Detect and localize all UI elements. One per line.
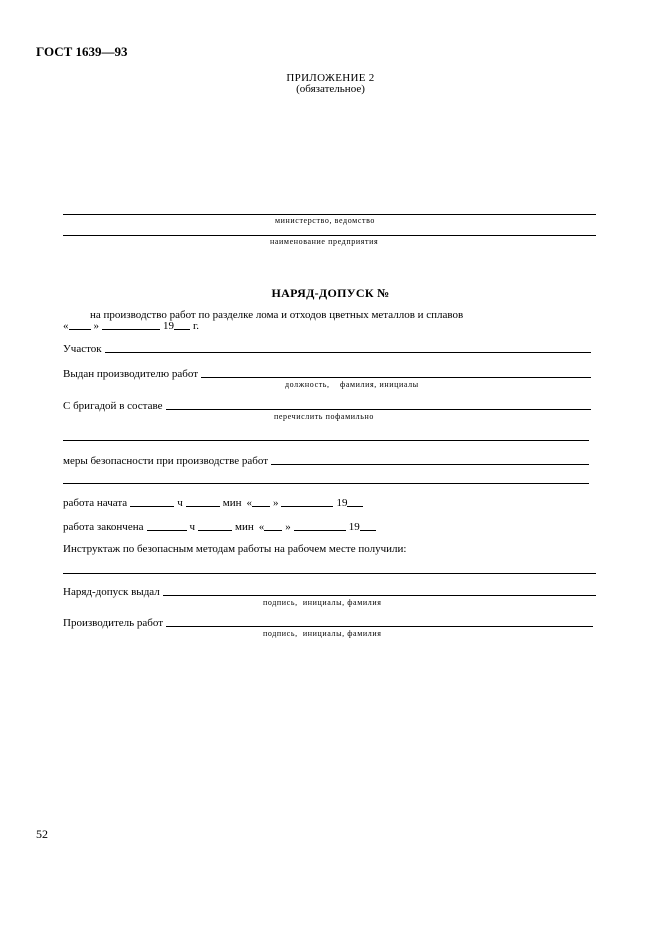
- issued-by-label: Наряд-допуск выдал: [63, 586, 160, 598]
- date-month-blank[interactable]: [102, 328, 160, 330]
- brigade-field: [63, 400, 591, 412]
- enterprise-caption: наименование предприятия: [270, 237, 379, 246]
- date-suffix: г.: [193, 320, 200, 332]
- work-started-field: [63, 497, 366, 509]
- enterprise-line: [63, 235, 596, 236]
- issued-to-input-line[interactable]: [201, 376, 591, 378]
- instruction-line[interactable]: [63, 573, 596, 574]
- date-year: 19: [163, 320, 174, 332]
- date-year-blank[interactable]: [174, 328, 190, 330]
- started-day-blank[interactable]: [252, 505, 270, 507]
- finished-quote-open: «: [258, 521, 265, 533]
- appendix-subtitle: (обязательное): [296, 83, 365, 95]
- started-hour-blank[interactable]: [130, 505, 174, 507]
- issued-by-input-line[interactable]: [163, 594, 596, 596]
- safety-extra-line[interactable]: [63, 483, 589, 484]
- started-quote-close: »: [272, 497, 279, 509]
- safety-field: [63, 455, 589, 467]
- started-year-blank[interactable]: [347, 505, 363, 507]
- appendix-title: ПРИЛОЖЕНИЕ 2: [286, 72, 375, 84]
- finished-hour-blank[interactable]: [147, 529, 187, 531]
- ministry-line: [63, 214, 596, 215]
- performer-field: [63, 617, 593, 629]
- position-caption: должность, фамилия, инициалы: [285, 380, 419, 389]
- purpose-text: на производство работ по разделке лома и отходов цветных металлов и сплавов: [90, 309, 464, 321]
- performer-input-line[interactable]: [166, 625, 593, 627]
- ministry-caption: министерство, ведомство: [275, 216, 375, 225]
- date-quote-close: »: [93, 320, 99, 332]
- brigade-label: С бригадой в составе: [63, 400, 163, 412]
- document-title: НАРЯД-ДОПУСК №: [271, 286, 390, 300]
- finished-year: 19: [348, 521, 360, 533]
- issued-to-field: [63, 368, 591, 380]
- date-day-blank[interactable]: [69, 328, 91, 330]
- issued-by-field: [63, 586, 596, 598]
- document-date: [63, 320, 199, 332]
- finished-quote-close: »: [285, 521, 291, 533]
- brigade-extra-line[interactable]: [63, 440, 589, 441]
- issued-by-caption: подпись, инициалы, фамилия: [263, 598, 382, 607]
- site-input-line[interactable]: [105, 351, 591, 353]
- work-started-label: работа начата: [63, 497, 128, 509]
- performer-label: Производитель работ: [63, 617, 164, 629]
- started-minute-unit: мин: [222, 497, 242, 509]
- safety-label: меры безопасности при производстве работ: [63, 455, 269, 467]
- issued-to-label: Выдан производителю работ: [63, 368, 199, 380]
- instruction-text: Инструктаж по безопасным методам работы на рабочем месте получили:: [63, 543, 407, 555]
- brigade-caption: перечислить пофамильно: [274, 412, 374, 421]
- started-month-blank[interactable]: [281, 505, 333, 507]
- finished-minute-unit: мин: [235, 521, 254, 533]
- standard-number: ГОСТ 1639—93: [36, 44, 128, 59]
- finished-minute-blank[interactable]: [198, 529, 232, 531]
- page-number: 52: [36, 827, 48, 841]
- started-quote-open: «: [246, 497, 252, 509]
- started-hour-unit: ч: [177, 497, 183, 509]
- finished-month-blank[interactable]: [294, 529, 346, 531]
- site-field: [63, 343, 591, 355]
- started-year: 19: [336, 497, 348, 509]
- finished-day-blank[interactable]: [264, 529, 282, 531]
- work-finished-field: [63, 521, 379, 533]
- performer-caption: подпись, инициалы, фамилия: [263, 629, 382, 638]
- safety-input-line[interactable]: [271, 463, 589, 465]
- started-minute-blank[interactable]: [186, 505, 220, 507]
- site-label: Участок: [63, 343, 102, 355]
- date-quote-open: «: [63, 320, 69, 332]
- finished-hour-unit: ч: [189, 521, 196, 533]
- finished-year-blank[interactable]: [360, 529, 376, 531]
- brigade-input-line[interactable]: [166, 408, 591, 410]
- work-finished-label: работа закончена: [63, 521, 144, 533]
